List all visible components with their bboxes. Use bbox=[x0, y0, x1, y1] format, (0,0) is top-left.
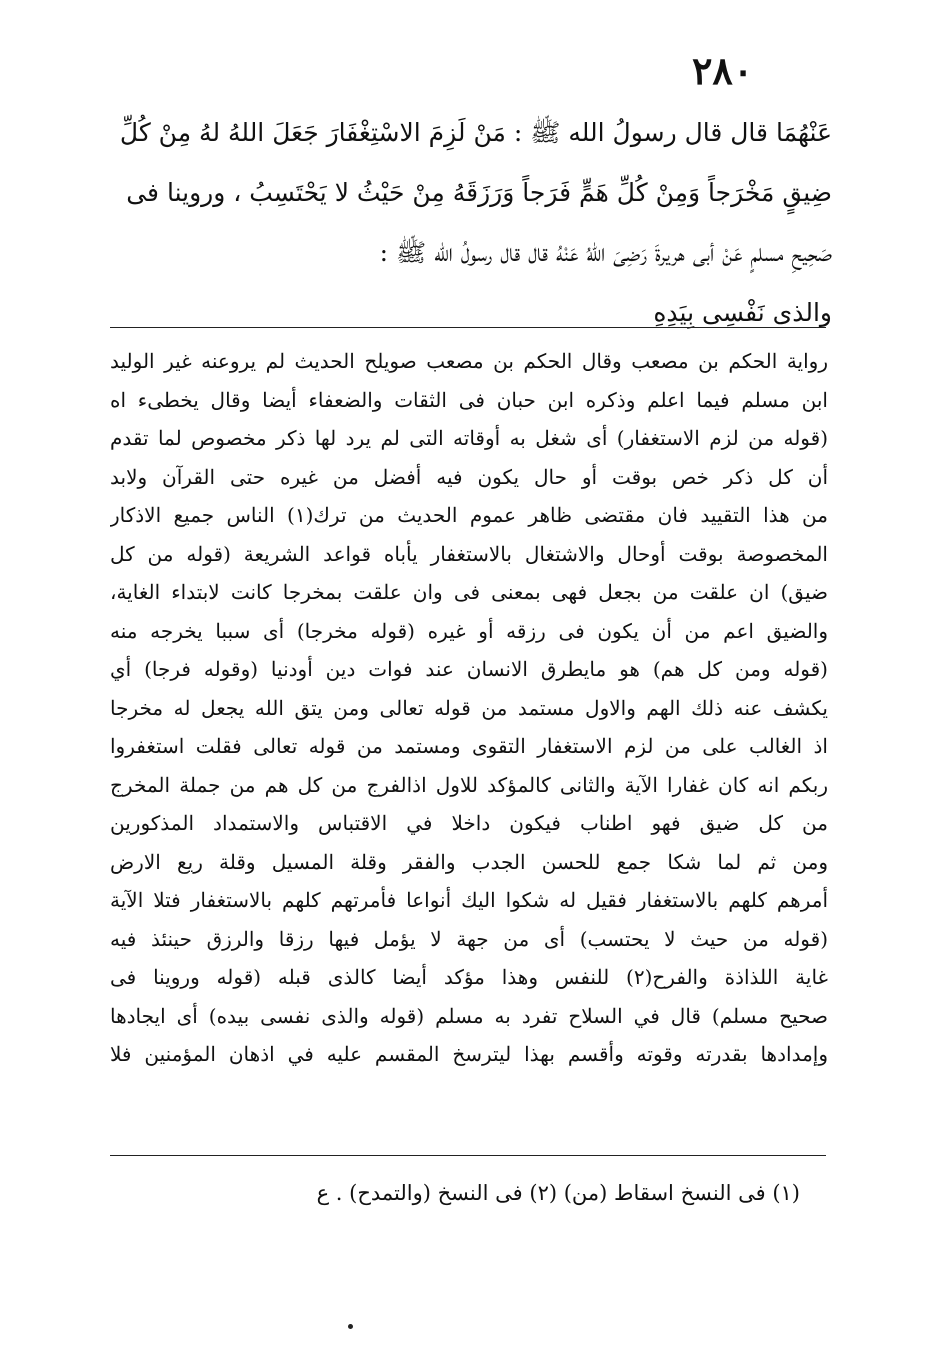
page-dot bbox=[348, 1324, 353, 1329]
commentary-line: (قوله من حيث لا يحتسب) أى من جهة لا يؤمل فيها رزقا والرزق حينئذ فيه bbox=[110, 926, 828, 951]
commentary-line: من هذا التقييد فان مقتضى ظاهر عموم الحديث من ترك(١) الناس جميع الاذكار bbox=[110, 503, 828, 527]
commentary-line: (قوله من لزم الاستغفار) أى شغل به أوقاته التى لم يرد لها ذكر مخصوص لما تقدم bbox=[110, 426, 828, 450]
commentary-line: صحيح مسلم) قال في السلاح تفرد به مسلم (قوله والذى نفسى بيده) أى ايجادها bbox=[110, 1003, 828, 1028]
hadith-line: عَنْهُمَا قال قال رسولُ الله ﷺ : مَنْ لَزِمَ الاسْتِغْفَارَ جَعَلَ اللهُ لهُ مِنْ كُلِّ bbox=[119, 118, 832, 147]
commentary-line: رواية الحكم بن مصعب وقال الحكم بن مصعب صويلح الحديث لم يروعنه غير الوليد bbox=[110, 349, 828, 373]
commentary-line: وإمدادها بقدرته وقوته وأقسم بهذا ليترسخ المقسم عليه في اذهان المؤمنين فلا bbox=[110, 1042, 828, 1066]
hadith-line: ضِيقٍ مَخْرَجاً وَمِنْ كُلِّ هَمٍّ فَرَجاً وَرَزَقَهُ مِنْ حَيْثُ لا يَحْتَسِبُ ، وروينا فى bbox=[126, 178, 832, 207]
commentary-line: أمرهم كلهم بالاستغفار فقيل له شكوا اليك أنواعا فأمرتهم كلهم بالاستغفار فتلا الآية bbox=[110, 888, 828, 912]
commentary-line: غاية اللذاذة والفرح(٢) للنفس وهذا مؤكد أيضا كالذى قبله (قوله وروينا فى bbox=[110, 965, 828, 989]
commentary-line: ضيق) ان علقت من بجعل فهى بمعنى فى وان علقت بمخرجا كانت لابتداء الغاية، bbox=[110, 580, 828, 604]
commentary-line: اذ الغالب على من لزم الاستغفار التقوى ومستمد من قوله تعالى فقلت استغفروا bbox=[110, 734, 828, 758]
hadith-line: صَحِيحِ مسلمٍ عَنْ أبى هريرةَ رَضِىَ اللهُ عَنْهُ قال قال رسولُ الله ﷺ : bbox=[379, 238, 832, 267]
commentary-line: ابن مسلم فيما اعلم وذكره ابن حبان فى الثقات والضعفاء أيضا وقال يخطىء اه bbox=[110, 387, 828, 412]
commentary-line: من كل ضيق فهو اطناب فيكون داخلا في الاقتباس والاستمداد المذكورين bbox=[110, 811, 828, 835]
page-number: ٢٨٠ bbox=[692, 48, 754, 93]
commentary-line: (قوله ومن كل هم) هو مايطرق الانسان عند فوات دين أودنيا (وقوله فرجا) أي bbox=[110, 657, 828, 681]
commentary-line: يكشف عنه ذلك الهم والاول مستمد من قوله تعالى ومن يتق الله يجعل له مخرجا bbox=[110, 695, 828, 720]
commentary-line: ربكم انه كان غفارا الآية والثانى كالمؤكد للاول اذالفرج من كل هم من جملة المخرج bbox=[110, 772, 828, 797]
commentary-text bbox=[110, 342, 828, 1074]
divider-top bbox=[110, 327, 826, 328]
commentary-line: والضيق اعم من أن يكون فى رزقه أو غيره (قوله مخرجا) أى سببا يخرجه منه bbox=[110, 618, 828, 643]
divider-bottom bbox=[110, 1155, 826, 1156]
hadith-line: والذى نَفْسِى بِيَدِهِ bbox=[653, 298, 832, 327]
commentary-line: المخصوصة بوقت أوحال والاشتغال بالاستغفار يأباه قواعد الشريعة (قوله من كل bbox=[110, 541, 828, 566]
commentary-line: ومن ثم لما شكا جمع للحسن الجدب والفقر وقلة المسيل وقلة ريع الارض bbox=[110, 849, 828, 874]
commentary-line: أن كل ذكر خص بوقت أو حال يكون فيه أفضل من غيره حتى القرآن ولابد bbox=[110, 464, 828, 489]
footnote: (١) فى النسخ اسقاط (من) (٢) فى النسخ (والتمدح) . ع bbox=[316, 1181, 800, 1205]
hadith-text bbox=[110, 103, 832, 343]
